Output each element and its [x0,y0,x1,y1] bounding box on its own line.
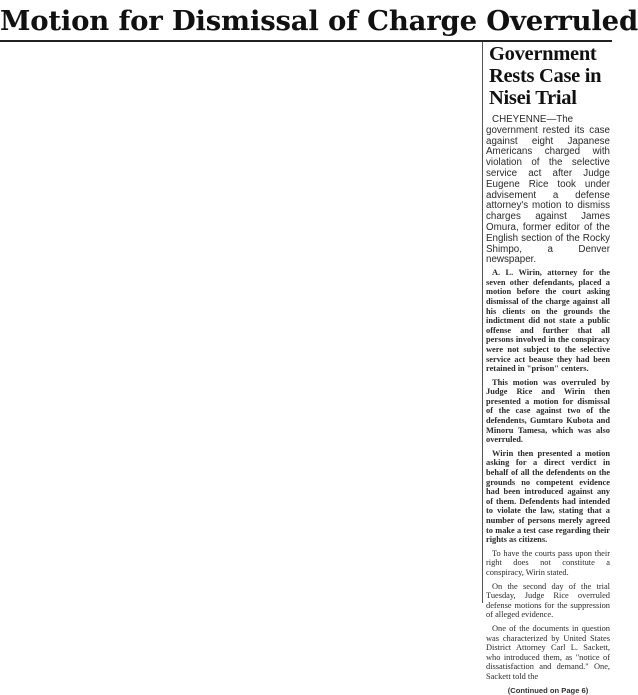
article-paragraph: This motion was overruled by Judge Rice and Wirin then presented a motion for dismissal of the case against two of the defendents, Gumtaro Kubota and Minoru Tamesa, which was also overruled. [486,378,610,445]
article-paragraph: One of the documents in question was characterized by United States District Attorney Carl L. Sackett, who introduced them, as "notice of dissatisfaction and demand." One, Sackett told the [486,624,610,682]
subheadline-line: Government [489,43,610,65]
subheadline-line: Rests Case in [489,65,610,87]
subheadline-line: Nisei Trial [489,87,610,109]
subheadline [486,42,610,109]
continued-notice: (Continued on Page 6) [486,686,610,695]
article-paragraph: On the second day of the trial Tuesday, Judge Rice overruled defense motions for the suppression of alleged evidence. [486,582,610,620]
article-paragraph: A. L. Wirin, attorney for the seven other defendants, placed a motion before the court asking dismissal of the charge against all his clients on the grounds the indictment did not state a public offense and further that all persons involved in the conspiracy were not subject to the selective service act beause they had been retained in "prison" centers. [486,268,610,374]
column-rule [482,42,483,603]
article-column [486,42,610,603]
article-body [486,115,610,695]
article-paragraph: To have the courts pass upon their right does not constitute a conspiracy, Wirin stated. [486,549,610,578]
article-paragraph: Wirin then presented a motion asking for a direct verdict in behalf of all the defendents on the grounds no competent evidence had been introduced against any of them. Defendents had intended to violate the law, stating that a number of persons merely agreed to make a test case regarding their rights as citizens. [486,449,610,545]
headline: Motion for Dismissal of Charge Overruled [0,2,612,40]
blank-column-area [0,42,482,603]
article-paragraph: CHEYENNE—The government rested its case against eight Japanese Americans charged with violation of the selective service act after Judge Eugene Rice took under advisement a defense attorney's motion to dismiss charges against James Omura, former editor of the English section of the Rocky Shimpo, a Denver newspaper. [486,115,610,266]
